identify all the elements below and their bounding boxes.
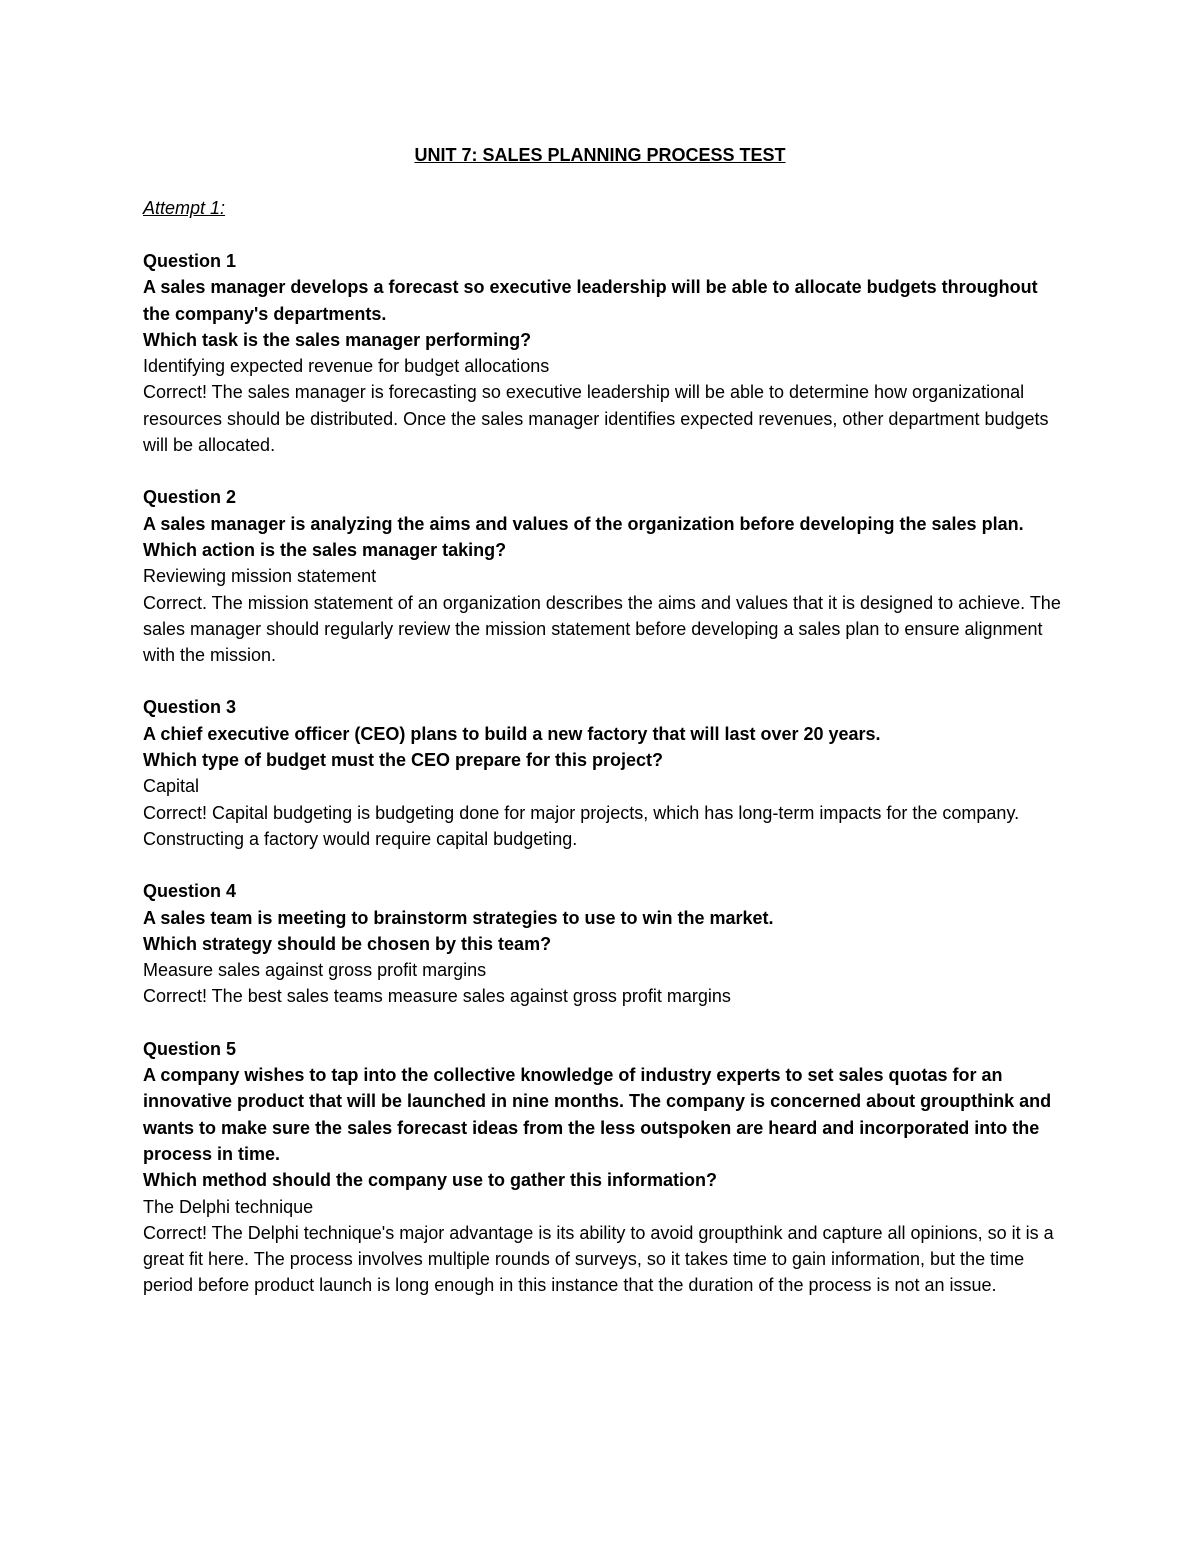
question-number: Question 2: [143, 487, 237, 508]
question-answer: Identifying expected revenue for budget allocations: [143, 356, 550, 377]
question-ask: Which method should the company use to gather this information?: [143, 1170, 718, 1191]
question-feedback: Correct! The sales manager is forecasting so executive leadership will be able to determine how organizational resources should be distributed. Once the sales manager identifies expected revenues, other department budgets will be allocated.: [143, 382, 1049, 456]
question-ask: Which action is the sales manager taking?: [143, 539, 507, 560]
question-answer: Capital: [143, 776, 200, 797]
question-prompt: A company wishes to tap into the collective knowledge of industry experts to set sales quotas for an innovative product that will be launched in nine months. The company is concerned about groupthink and wants to make sure the sales forecast ideas from the less outspoken are heard and incorporated into the process in time.: [143, 1065, 1052, 1164]
question-prompt: A chief executive officer (CEO) plans to build a new factory that will last over 20 years.: [143, 723, 881, 744]
question-answer: Reviewing mission statement: [143, 566, 377, 587]
question-feedback: Correct! The best sales teams measure sales against gross profit margins: [143, 986, 731, 1007]
question-block-1: [143, 248, 1063, 458]
question-feedback: Correct! The Delphi technique's major advantage is its ability to avoid groupthink and capture all opinions, so it is a great fit here. The process involves multiple rounds of surveys, so it takes time to gain information, but the time period before product launch is long enough in this instance that the duration of the process is not an issue.: [143, 1222, 1054, 1296]
question-block-2: [143, 484, 1063, 668]
question-prompt: A sales team is meeting to brainstorm strategies to use to win the market.: [143, 907, 774, 928]
question-ask: Which type of budget must the CEO prepare for this project?: [143, 750, 664, 771]
question-answer: The Delphi technique: [143, 1196, 314, 1217]
question-prompt: A sales manager is analyzing the aims and values of the organization before developing the sales plan.: [143, 513, 1024, 534]
question-ask: Which strategy should be chosen by this team?: [143, 933, 552, 954]
attempt-label: Attempt 1:: [143, 198, 226, 218]
question-answer: Measure sales against gross profit margins: [143, 960, 487, 981]
question-number: Question 5: [143, 1038, 237, 1059]
question-feedback: Correct! Capital budgeting is budgeting done for major projects, which has long-term impacts for the company. Constructing a factory would require capital budgeting.: [143, 802, 1020, 849]
question-feedback: Correct. The mission statement of an organization describes the aims and values that it is designed to achieve. The sales manager should regularly review the mission statement before developing a sales plan to ensure alignment with the mission.: [143, 592, 1061, 666]
question-number: Question 3: [143, 697, 237, 718]
question-block-4: [143, 878, 1063, 1009]
question-block-5: [143, 1036, 1063, 1299]
page-title: UNIT 7: SALES PLANNING PROCESS TEST: [414, 145, 786, 165]
question-ask: Which task is the sales manager performing?: [143, 329, 532, 350]
question-number: Question 1: [143, 251, 237, 271]
questions-list: [143, 248, 1063, 1325]
question-prompt: A sales manager develops a forecast so executive leadership will be able to allocate budgets throughout the company's departments.: [143, 277, 1038, 324]
question-block-3: [143, 694, 1063, 852]
question-number: Question 4: [143, 881, 237, 902]
